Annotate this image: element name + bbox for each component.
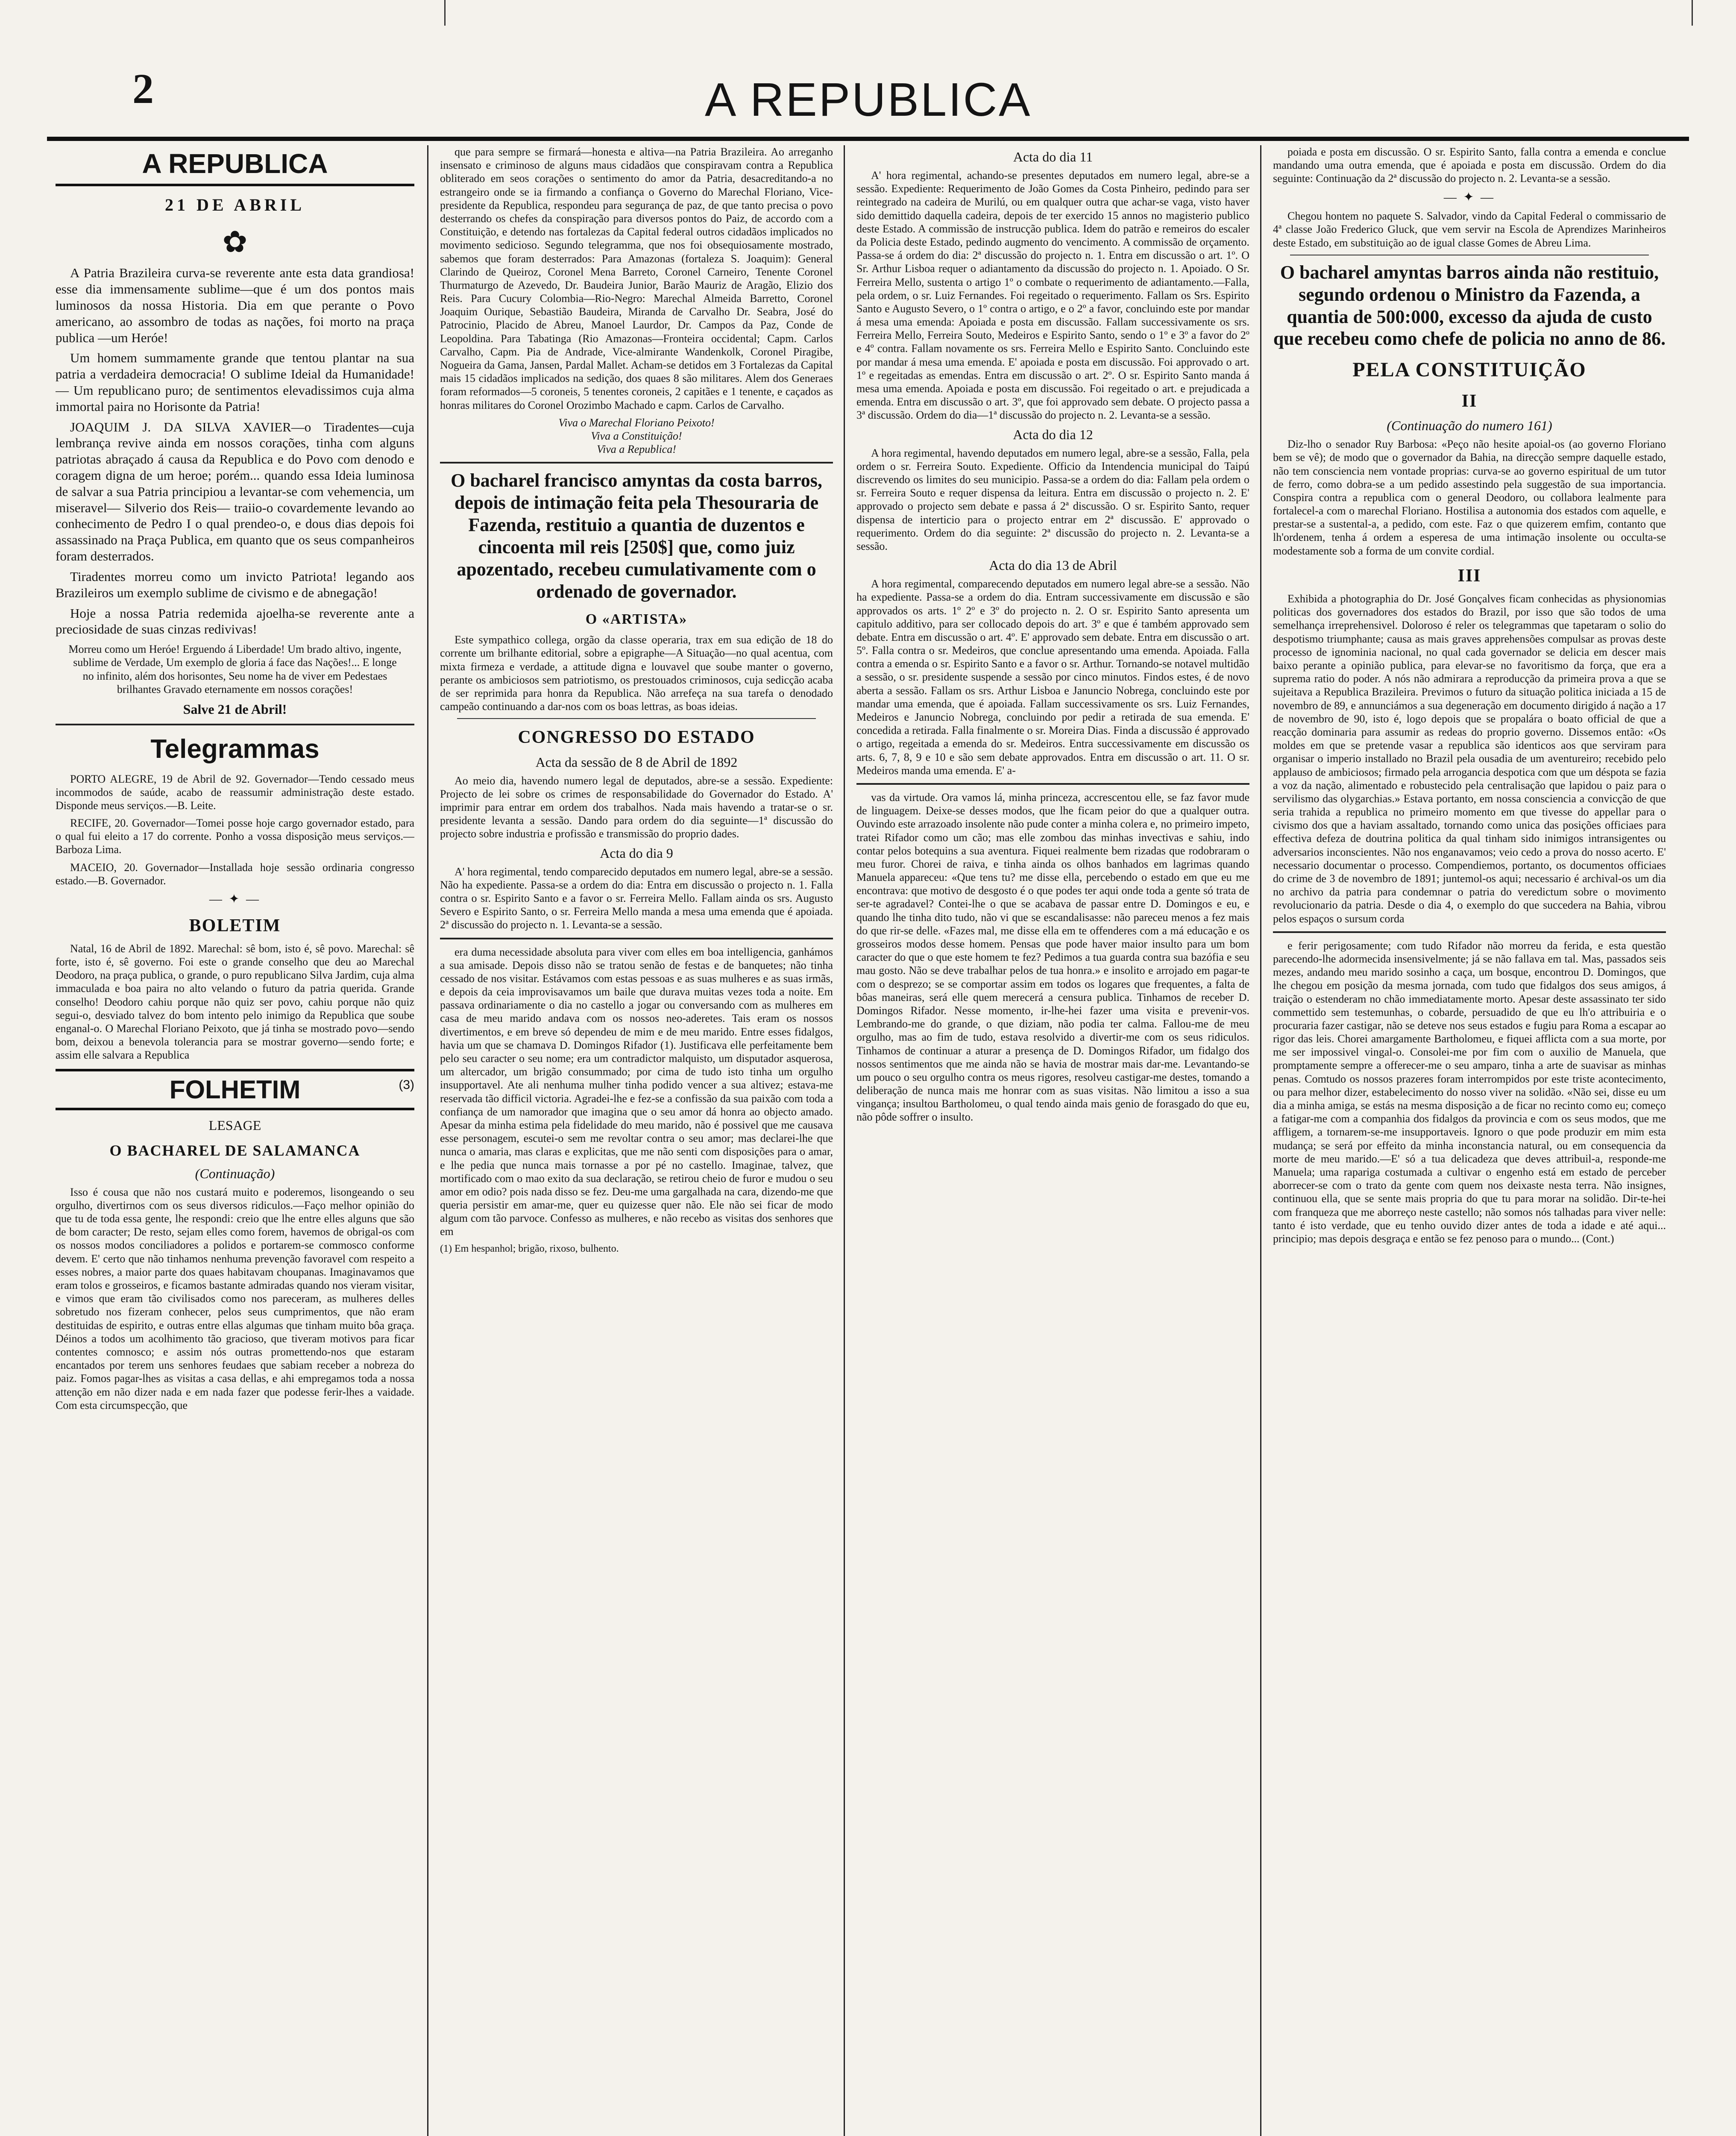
folhetim-heading — [56, 1069, 414, 1110]
editorial-paragraph: Tiradentes morreu como um invicto Patriota! legando aos Brazileiros um exemplo sublime de civismo e de abnegação! — [56, 569, 414, 600]
editorial-paragraph: A Patria Brazileira curva-se reverente ante esta data grandiosa! esse dia immensamente sublime—que é um dos pontos mais luminosos da nossa Historia. Dia em que perante o Povo americano, ao assombro de todas as nações, foi morto na praça publica —um Heróe! — [56, 265, 414, 345]
folhetim-continued-text: era duma necessidade absoluta para viver com elles em boa intelligencia, ganhámos a sua amisade. Depois disso não se tratou senão de festas e de banquetes; não tinha cessado de nos visitar. Estávamos com estas pessoas e as suas mulheres e as suas irmãs, e depois da ceia improvisavamos um baile que durava muitas vezes toda a noite. Em passava ordinariamente o dia no castello a jogar ou conversando com as mulheres em casa de meu marido andava com os nossos neo-aderetes. Tais eram os nossos divertimentos, e em breve só dependeu de mim e de meu marido. Entre esses fidalgos, havia um que se chamava D. Domingos Rifador (1). Justificava elle perfeitamente bem pelo seu caracter o seu nome; era um contradictor malquisto, um disputador asquerosa, um altercador, um brigão consummado; por cima de tudo isto tinha um orgulho insupportavel. Ate ali nenhuma mulher tinha podido vencer a sua altivez; estava-me reservada tão difficil victoria. Agradei-lhe e fez-se a confissão da sua paixão com toda a confiança de um namorador que imagina que o seu amor dá honra ao objecto amado. Apesar da minha estima pela fidelidade do meu marido, não é possivel que me causava esse personagem, escutei-o sem me revoltar contra o seu amor; mas declarei-lhe que nunca o amaria, mas claras e explicitas, que me não senti com disposições para o amar, e lhe pedia que nunca mais tornasse a por pé no castello. Imaginae, talvez, que mortificado com o mao exito da sua declaração, se retirou cheio de furor e mudou o seu amor em odio? pois nada disso se fez. Deu-me uma gargalhada na cara, dizendo-me que queria persistir em amar-me, quer eu quizesse quer não. Ele não sei ficar de modo algum com tão parvoce. Confesso as mulheres, e não recebo as visitas dos senhores que em — [440, 945, 833, 1238]
folhetim-text: Isso é cousa que não nos custará muito e poderemos, lisongeando o seu orgulho, divertirnos com os seus diversos ridiculos.—Faço melhor opinião do que tu de toda essa gente, lhe respondi: creio que lhe entre elles alguns que são de bom caracter; De resto, sejam elles como forem, havemos de obrigal-os com os nossos modos conciliadores a polidos e portarem-se commosco conforme devem. E' certo que não tinhamos nenhuma prevenção favoravel com respeito a esses nobres, a maior parte dos quaes habitavam choupanas. Imaginavamos que eram tolos e grosseiros, e ficamos bastante admiradas quando nos vieram visitar, e vimos que eram tão civilisados como nos pareceram, as mulheres delles sobretudo nos fizeram conhecer, pelos seus cumprimentos, que não eram destituidas de espirito, e outras entre ellas algumas que tinham muito bôa graça. Déinos a todos um acolhimento tão gracioso, que tiveram motivos para ficar contentes comnosco; e assim nós outras promettendo-nos que estaram encantados por terem uns senhores feudaes que sabiam receber a nobreza do paiz. Fomos pagar-lhes as visitas a casa dellas, e ahi empregamos toda a nossa attenção em não dizer nada e em nada fazer que podesse ferir-lhes a vaidade. Com esta circumspecção, que — [56, 1185, 414, 1411]
constituicao-heading: PELA CONSTITUIÇÃO — [1352, 358, 1586, 381]
divider — [856, 783, 1249, 785]
fold-mark — [1692, 0, 1693, 26]
folhetim-author: LESAGE — [208, 1117, 261, 1133]
chegou-notice: Chegou hontem no paquete S. Salvador, vindo da Capital Federal o commissario de 4ª classe João Frederico Gluck, que vem servir na Escola de Aprendizes Marinheiros deste Estado, em substituição ao de igual classe Gomes de Abreu Lima. — [1273, 210, 1666, 249]
editorial-header: A REPUBLICA — [56, 145, 414, 186]
continuation-note: (Continuação do numero 161) — [1387, 418, 1552, 434]
column-rule — [1260, 145, 1261, 2136]
acta-heading: Acta do dia 12 — [1013, 426, 1093, 442]
artista-heading: O «ARTISTA» — [585, 611, 688, 627]
fold-mark — [444, 0, 446, 26]
salve-line: Salve 21 de Abril! — [183, 701, 287, 717]
acta-heading: Acta do dia 13 de Abril — [989, 557, 1117, 573]
newspaper-title: A REPUBLICA — [705, 73, 1032, 126]
roman-numeral: III — [1457, 566, 1481, 586]
roman-numeral: II — [1461, 391, 1478, 411]
poem: Morreu como um Heróe! Erguendo á Liberdade! Um brado altivo, ingente, sublime de Verdade, Um exemplo de gloria á face das Nações!... E longe no infinito, além dos horisontes, Seu nome ha de viver em Pedestaes brilhantes Gravado eternamente em nossos corações! — [68, 643, 402, 695]
constituicao-text: Diz-lho o senador Ruy Barbosa: «Peço não hesite apoial-os (ao governo Floriano bem se vê); de modo que o governador da Bahia, na direcção sempre daquelle estado, não tem consciencia nem vontade proprias: curva-se ao governo espiritual de um tutor de ferro, como dobra-se a um pedido assestindo pela suggestão de sua importancia. Conspira contra a republica com o general Deodoro, ou collabora lealmente para fortalecel-a com o marechal Floriano. Hostilisa a autonomia dos estados com aquelle, e prestar-se a sustental-a, a pedido, com este. Faz o que quizerem emfim, contanto que lh'ordenem, tenha á ordem a esperesa de uma intimação insolente ou occulta-se modestamente sob a forma de um convite cordial. — [1273, 438, 1666, 557]
political-report: que para sempre se firmará—honesta e altiva—na Patria Brazileira. Ao arreganho insensato e criminoso de alguns maus cidadãos que conspiravam contra a Republica obliterado em seos corações o sentimento do amor da Patria, desacreditando-a no estrangeiro onde se ia firmando a confiança o Governo do Marechal Floriano, Vice-presidente da Republica, respondeu para segurança de paz, de que tanto precisa o povo desterrando os chefes da conspiração para diversos pontos do Paiz, de accordo com a Constituição, e detendo nas fortalezas da Capital federal outros cidadãos implicados no movimento sedicioso. Segundo telegramma, que nos foi obsequiosamente mostrado, sabemos que foram desterrados: Para Amazonas (fortaleza S. Joaquim): General Clarindo de Queiroz, Coronel Mena Barreto, Coronel Carneiro, Tenente Coronel Thurmaturgo de Azevedo, Dr. Baudeira Junior, Barão Mauriz de Aragão, Elizio dos Reis. Para Cucury Colombia—Rio-Negro: Marechal Almeida Barretto, Coronel Joaquim Ourique, Sebastião Baudeira, Miranda de Carvalho Dr. Seabra, José do Patrocinio, Placido de Abreu, Manoel Laurdor, Dr. Campos da Paz, Conde de Leopoldina. Para Tabatinga (Rio Amazonas—Fronteira occidental; Capm. Carlos Carvalho, Capm. Pia de Andrade, Vice-almirante Wandenkolk, Coronel Piragibe, Nogueira da Gama, Jansen, Pardal Mallet. Acham-se detidos em 3 Fortalezas da Capital mais 15 cidadãos implicados na sedição, dos quaes 8 são militares. Alem dos Generaes foram reformados—5 coroneis, 5 tenentes coroneis, 2 capitães e 1 tenente, e caçados as honras militares do Coronel Orozimbo Machado e capm. Carlos de Carvalho. — [440, 146, 833, 411]
bacharel-notice: O bacharel francisco amyntas da costa barros, depois de intimação feita pela Thesouraria de Fazenda, restituio a quantia de duzentos e cincoenta mil reis [250$] que, como juiz apozentado, recebeu cumulativamente com o ordenado de governador. — [451, 470, 822, 602]
boletim-heading: BOLETIM — [189, 915, 281, 936]
editorial-paragraph: Hoje a nossa Patria redemida ajoelha-se reverente ante a preciosidade de suas cinzas redivivas! — [56, 605, 414, 637]
masthead-rule — [47, 137, 1689, 141]
acta-heading: Acta do dia 9 — [600, 845, 673, 861]
ornament-divider: — ✦ — — [209, 892, 261, 907]
acta-text: A hora regimental, comparecendo deputados em numero legal abre-se a sessão. Não ha expediente. Passa-se a ordem do dia. Entram successivamente em discussão e são approvados os arts. 1º 2º e 3º do projecto n. 2. O sr. Espirito Santo apresenta um capitulo additivo, para ser collocado depois do art. 3º e que é também approvado sem debate. Entra em discussão o art. 4º. E' approvado sem debate. Entra em discussão o art. 5º. Falla contra o sr. Medeiros, que conclue apresentando uma emenda. Apoiada. Falla contra a emenda o sr. Espirito Santo e a favor o sr. Arthur. Tornando-se notavel multidão a sessão, o sr. presidente suspende a sessão por cinco minutos. Findos estes, é de novo aberta a sessão. Fallam os srs. Arthur Lisboa e Januncio Nobrega, concluindo este por mandar uma emenda, que é apoiada. Fallam successivamente os srs. Luiz Fernandes, Medeiros e Januncio Nobrega, concluindo por pedir a retirada de sua emenda. E' concedida a retirada. Falla finalmente o sr. Moreira Dias. Finda a discussão é approvado o artigo, regeitada a emenda do sr. Medeiros. Entra successivamente em discussão os arts. 6, 7, 8, 9 e 10 e são sem debate approvados. Entra em discussão o art. 11. O sr. Medeiros manda uma emenda. E' a- — [856, 578, 1249, 777]
column-2 — [440, 145, 833, 2136]
column-rule — [844, 145, 845, 2136]
folhetim-title-label: FOLHETIM — [169, 1075, 301, 1104]
artista-text: Este sympathico collega, orgão da classe operaria, trax em sua edição de 18 do corrente um brilhante editorial, sobre a epigraphe—A Situação—no qual acentua, com mixta firmeza e verdade, a attitude digna e louvavel que soube manter o governo, perante os ambiciosos sem patriotismo, os prestouados criminosos, cuja sedicção acaba de ser reprimida para honra da Republica. Não arrefeça na sua tarefa o denodado campeão continuando a dar-nos com os boas lettras, as boas ideias. — [440, 634, 833, 713]
divider — [440, 462, 833, 464]
editorial-paragraph: JOAQUIM J. DA SILVA XAVIER—o Tiradentes—cuja lembrança revive ainda em nossos corações, tinha com alguns patriotas abraçado á causa da Republica e do Povo com denodo e coragem digna de um heroe; porém... quando essa Ideia luminosa de salvar a sua Patria principiou a levantar-se com vehemencia, um miseravel— Silverio dos Reis— traiio-o covardemente levando ao conhecimento de Pedro I o qual prendeo-o, e dous dias depois foi assassinado na Praça Publica, em quanto que os seus companheiros foram desterrados. — [56, 419, 414, 564]
folhetim-continuation: (Continuação) — [195, 1165, 275, 1181]
telegram: MACEIO, 20. Governador—Installada hoje sessão ordinaria congresso estado.—B. Governador. — [56, 861, 414, 887]
divider — [457, 718, 816, 719]
congresso-subheading: Acta da sessão de 8 de Abril de 1892 — [535, 754, 738, 770]
acta-text: A hora regimental, havendo deputados em numero legal, abre-se a sessão, Falla, pela ordem o sr. Ferreira Souto. Expediente. Officio da Intendencia municipal do Taipú discrevendo os limites do seu municipio. Passa-se a ordem do dia: Fallam pela ordem o sr. Ferreira Souto e requer dispensa da leitura. Entra em discussão o projecto n. 2. E' approvado o projecto sem debate e passa á 2ª discussão. O sr. Espirito Santo, requer dispensa de interticio para o projecto entrar em 2ª discussão. E' approvado o requerimento. Ordem do dia seguinte: 2ª discussão do projecto n. 2. Levanta-se a sessão. — [856, 446, 1249, 552]
column-rule — [427, 145, 428, 2136]
acta-text: poiada e posta em discussão. O sr. Espirito Santo, falla contra a emenda e conclue mandando uma outra emenda, que é apoiada e posta em discussão. Ordem do dia seguinte: Continuação da 2ª discussão do projecto n. 2. Levanta-se a sessão. — [1273, 146, 1666, 185]
congresso-text: Ao meio dia, havendo numero legal de deputados, abre-se a sessão. Expediente: Projecto de lei sobre os crimes de responsabilidade do Governador do Estado. A' imprimir para entrar em ordem dos trabalhos. Nada mais havendo a tratar-se o sr. presidente levanta a sessão. Dando para ordem do dia seguinte—1ª discussão do projecto sobre industria e profissão e transmissão do proprio dades. — [440, 774, 833, 840]
column-1 — [56, 145, 414, 2136]
column-3 — [856, 145, 1249, 2136]
divider — [56, 724, 414, 725]
telegram: RECIFE, 20. Governador—Tomei posse hoje cargo governador estado, para o qual fui eleito a 17 do corrente. Ponho a vossa disposição meus serviços.—Barboza Lima. — [56, 817, 414, 856]
telegram: PORTO ALEGRE, 19 de Abril de 92. Governador—Tendo cessado meus incommodos de saúde, acabo de reassumir administração deste estado. Disponde meus serviços.—B. Leite. — [56, 772, 414, 812]
footnote: (1) Em hespanhol; brigão, rixoso, bulhento. — [440, 1243, 619, 1254]
boletim-text: Natal, 16 de Abril de 1892. Marechal: sê bom, isto é, sê povo. Marechal: sê forte, isto é, sê governo. Foi este o grande conselho que deu ao Marechal Deodoro, na praça publica, o grande, o puro republicano Silva Jardim, cuja alma immaculada e boa paira no alto velando o futuro da patria querida. Grande conselho! Deodoro cahiu porque não quiz ser povo, cahiu porque não quiz segui-o, desviado talvez do bom intento pelo inimigo da Republica que soube enganal-o. O Marechal Floriano Peixoto, que já tinha se mostrado povo—sendo bom, deixou a benevola tolerancia para se mostrar governo—sendo forte; e assim elle salvara a Republica — [56, 942, 414, 1062]
divider — [1273, 931, 1666, 933]
telegrammas-heading: Telegrammas — [150, 734, 320, 764]
congresso-heading: CONGRESSO DO ESTADO — [518, 728, 755, 748]
amyntas-notice: O bacharel amyntas barros ainda não restituio, segundo ordenou o Ministro da Fazenda, a quantia de 500:000, excesso da ajuda de custo que recebeu como chefe de policia no anno de 86. — [1273, 261, 1666, 349]
decorative-glyph-icon: ✿ — [222, 226, 248, 259]
column-4 — [1273, 145, 1666, 2136]
editorial-paragraph: Um homem summamente grande que tentou plantar na sua patria a verdadeira democracia! O sublime Ideial da Humanidade! — Um republicano puro; de sentimentos elevadissimos cuja alma immortal paira no Horisonte da Patria! — [56, 350, 414, 414]
viva-line: Viva o Marechal Floriano Peixoto! — [558, 416, 715, 429]
folhetim-number: (3) — [399, 1077, 414, 1092]
divider — [440, 938, 833, 939]
page-number: 2 — [132, 65, 154, 112]
acta-heading: Acta do dia 11 — [1013, 149, 1093, 164]
viva-line: Viva a Constituição! — [591, 429, 682, 442]
acta-text: A' hora regimental, tendo comparecido deputados em numero legal, abre-se a sessão. Não ha expediente. Passa-se a ordem do dia: Entra em discussão o projecto n. 1. Falla contra o sr. Espirito Santo e a favor o sr. Ferreira Mello. Fallam ainda os srs. Augusto Severo e Espirito Santo, o sr. Ferreira Mello manda a mesa uma emenda que é apoiada. 2ª discussão do projecto n. 1. Levanta-se a sessão. — [440, 865, 833, 931]
folhetim-continued-text: e ferir perigosamente; com tudo Rifador não morreu da ferida, e esta questão parecendo-lhe adormecida insensivelmente; já se não fallava em tal. Mas, passados seis mezes, andando meu marido sosinho a caça, um bosque, encontrou D. Domingos, que lhe chegou em posição da mesma jornada, com tudo que fidalgos dos seus amigos, á traição o estenderam no chão immediatamente morto. Apesar deste assassinato ter sido commettido sem testemunhas, o cobarde, persuadido de que eu lh'o attribuiria e o procuraria fazer castigar, não se deteve nos seus estados e fugiu para Roma a escapar ao rigor das leis. Chorei amargamente Bartholomeu, e fiquei afflicta com a sua morte, por me ser impossivel vingal-o. Consolei-me por fim com o auxilio de Manuela, que promptamente sempre a offerecer-me o seu amparo, tinha a arte de suavisar as minhas penas. Comtudo os nossos prazeres foram interrompidos por este triste acontecimento, ou para melhor dizer, estabelecimento do nosso viver na solidão. «Não sei, disse eu um dia a minha amiga, se estás na mesma disposição a de ficar no recinto como eu; começo a fatigar-me com a companhia dos fidalgos da provincia e com os seus modos, que me affligem, a tornarem-se-me insupportaveis. Ignoro o que pode produzir em mim esta mudança; se será por effeito da minha inconstancia natural, ou em consequencia da morte de meu marido.—E' só a tua delicadeza que deves attribuil-a, responde-me Manuela; uma rapariga costumada a cultivar o engenho está em estado de perceber aborrecer-se com o trato da gente com quem nos deixaste nesta terra. Não insignes, continuou ella, que se sente mais propria do que tu para morar na solidão. Dir-te-hei com franqueza que me aborreço neste castello; não somos nós talhadas para viver nelle: tanto é isto verdade, que eu tenho ouvido dizer antes de toda a idade e até aqui... principio; mas depois desgraça e então se fez penoso para o mundo... (Cont.) — [1273, 939, 1666, 1245]
viva-line: Viva a Republica! — [597, 443, 676, 456]
ornament-divider: — ✦ — — [1443, 190, 1496, 204]
folhetim-continued-text: vas da virtude. Ora vamos lá, minha princeza, accrescentou elle, se faz favor mude de linguagem. Deixe-se desses modos, que lhe ficam peior do que a qualquer outra. Ouvindo este arrazoado insolente não pude conter a minha colera e, no primeiro impeto, tratei Rifador como um cão; mas elle zombou das minhas invectivas e sahiu, indo contar pelos botequins a sua aventura. Fiquei realmente bem rizadas que rodobraram o meu furor. Chorei de raiva, e tinha ainda os olhos banhados em lagrimas quando Manuela appareceu: «Que tens tu? me disse ella, percebendo o estado em que eu me encontrava: que motivo de desgosto é o que podes ter aqui onde toda a gente só trata de ser-te agradavel? Contei-lhe o que se acabava de passar entre D. Domingos e eu, e quando lhe tinha dito tudo, não vi que se escandalisasse: não pareceu menos a fez mais do que rir-se delle. «Fazes mal, me disse ella em te offenderes com a má educação e os grosseiros modos desse homem. Pensas que pode haver maior insulto para um bom caracter do que o que este homem te fez? Pedimos a tua guarda contra sua bazófia e seu mau gosto. Não se deve trabalhar pelos de tua honra.» e insolito e arrojado em pagar-te com o desprezo; se se comportar assim em todos os logares que frequentes, a falta de bôas maneiras, será elle quem merecerá a censura publica. Tinhamos de receber D. Domingos Rifador. Nesse momento, ir-lhe-hei fazer uma visita e prevenir-vos. Lembrando-me do grande, o que diziam, não podia ter calma. Fallou-me de meu orgulho, mas ao fim de tudo, estava resolvido a divertir-me com os seus ridiculos. Tinhamos de continuar a aturar a presença de D. Domingos Rifador, um fidalgo dos nossos sentimentos que me ainda não se havia de mostrar mais dar-me. Levantando-se um pouco o seu orgulho contra os meus rigores, resolveu castigar-me destes, tomando a deliberação de nunca mais me honrar com as suas visitas. Não limitou a isso a sua vingança; insultou Bartholomeu, o qual tendo ainda mais genio de forasgado do que eu, não pôde soffrer o insulto. — [856, 791, 1249, 1124]
constituicao-text: Exhibida a photographia do Dr. José Gonçalves ficam conhecidas as physionomias politicas dos governadores dos estados do Brazil, por isso que são todos de uma semelhança irreprehensivel. Doloroso é reler os telegrammas que tapetaram o solio do despotismo triumphante; causa as mais graves apprehensões compulsar as provas deste processo de ignominia nacional, no qual cada governador se delicia em descer mais baixo perante a opinião publica, para elevar-se no favoritismo da força, que era a suprema ratio do poder. A nós não admirara a reproducção da primeira prova a que se sujeitava a Republica Brazileira. Previmos o futuro da situação politica iniciada a 15 de novembro de 89, e annunciámos a sua degeneração em documento dirigido á nação a 17 de novembro de 90, isto é, logo depois que se propalára o boato official de que a reacção dominaria para assumir as redeas do proprio governo. Dissemos então: «Os moldes em que se pretende vasar a republica são identicos aos que serviram para organisar o imperio installado no Brazil pela ousadia de um aventureiro; recebido pelo applauso de ambiciosos; firmado pela arrogancia despotica com que um déspota se fazia a voz da nação, alimentado e robustecido pela centralisação que lapidou o paiz para o servilismo das olygarchias.» Estava portanto, em nossa consciencia a convicção de que seria trahida a republica no primeiro momento em que tivesse do appellar para o civismo dos que a haviam assaltado, tornando como unica das posições officiaes para effectiva defeza de doutrina politica da qual tinham sido inimigos intransigentes ou adversarios inconscientes. Não nos enganavamos; veio cedo a prova do nosso acerto. E' necessario documentar o processo. Compendiemos, portanto, os documentos officiaes do crime de 3 de novembro de 1891; juntemol-os aqui; necessario é archival-os um dia no archivo da patria para condemnar o patria do veredictum sobre o movimento revolucionario da patria. Desde o dia 4, o exemplo do que succedera na Bahia, vibrou pelos espaços o sursum corda — [1273, 593, 1666, 925]
folhetim-title: O BACHAREL DE SALAMANCA — [109, 1141, 361, 1159]
editorial-date: 21 DE ABRIL — [164, 195, 305, 215]
acta-text: A' hora regimental, achando-se presentes deputados em numero legal, abre-se a sessão. Expediente: Requerimento de João Gomes da Costa Pinheiro, pedindo para ser reintegrado na cadeira de Murilú, ou em qualquer outra que achar-se vaga, visto haver sido demittido daquella cadeira, depois de ter exercido 15 annos no magisterio publico deste Estado. A commissão de instrucção publica. Idem do patrão e remeiros do escaler da Policia deste Estado, pedindo augmento do vencimento. A commissão de orçamento. Passa-se á ordem do dia: 2ª discussão do projecto n. 1. Entra em discussão o art. 1º. O Sr. Arthur Lisboa requer o adiantamento da discussão do projecto n. 1. Apoiado. O Sr. Ferreira Mello, sustenta o artigo 1º o combate o requerimento de adiantamento.—Falla, pela ordem, o sr. Luiz Fernandes. Foi regeitado o requerimento. Fallam os Srs. Espirito Santo e Augusto Severo, o 1º contra o artigo, e o 2º a favor, concluindo este por mandar á mesa uma emenda: Apoiada e posta em discussão. Fallam successivamente os srs. Ferreira Mello, Ferreira Souto, Medeiros e Espirito Santo, sendo o 1º e 3º a favor do 2º e 4º contra. Fallam novamente os srs. Ferreira Mello e Espirito Santo. Concluindo este por mandar á mesa uma emenda. E' apoiada e posta em discussão. Foi approvado o art. 1º e regeitadas as emendas. Entra em discussão o art. 2º. O sr. Espirito Santo manda á mesa uma emenda. Apoiada e posta em discussão. Foi regeitado o art. e prejudicada a emenda. Entra em discussão o art. 3º, que foi approvado sem debate. O projecto passa a 3ª discussão. Ordem do dia—1ª discussão do projecto n. 2. Levanta-se a sessão. — [856, 169, 1249, 422]
